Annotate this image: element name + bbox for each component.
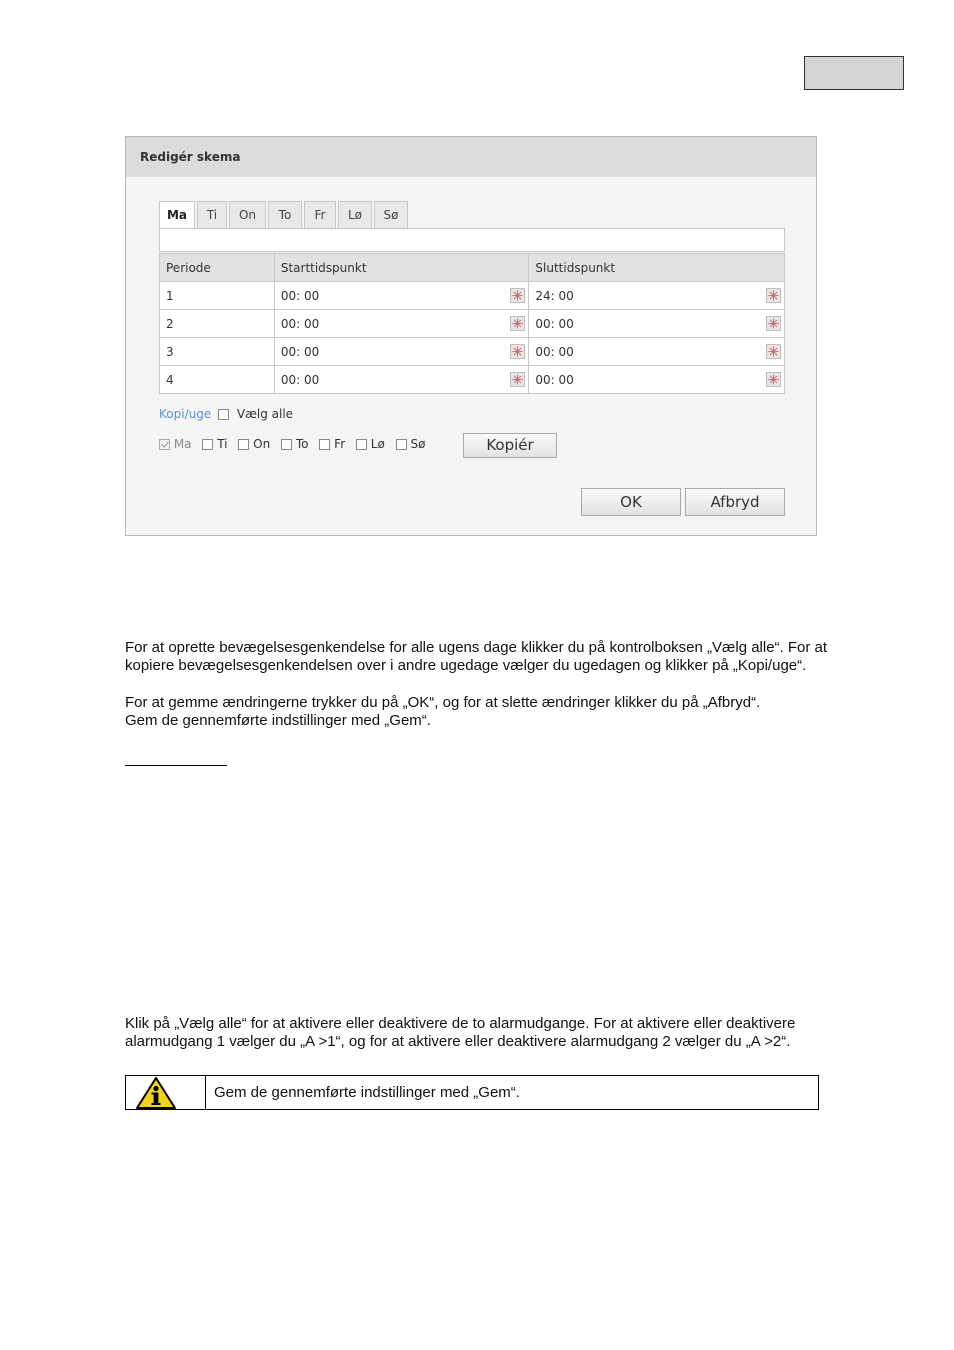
clock-icon[interactable] <box>766 372 781 387</box>
text-line: For at oprette bevægelsesgenkendelse for alle ugens dage klikker du på kontrolboksen „Vælg alle“. For at <box>125 639 828 656</box>
day-checkbox-fr[interactable] <box>319 439 330 450</box>
heading-underline <box>125 765 227 766</box>
clock-icon[interactable] <box>766 288 781 303</box>
schedule-table <box>159 253 785 394</box>
cancel-button[interactable]: Afbryd <box>685 488 785 516</box>
text-line: Gem de gennemførte indstillinger med „Gem“. <box>125 712 431 729</box>
day-label: Lø <box>370 437 385 451</box>
tab-panel <box>159 228 785 252</box>
start-time-field[interactable] <box>274 338 529 366</box>
info-note-text: Gem de gennemførte indstillinger med „Gem“. <box>214 1084 520 1101</box>
period-cell: 3 <box>160 338 275 366</box>
clock-icon[interactable] <box>766 344 781 359</box>
copy-week-link[interactable]: Kopi/uge <box>159 407 212 421</box>
day-label: To <box>295 437 309 451</box>
tab-fr[interactable]: Fr <box>304 201 336 228</box>
end-time-value: 24: 00 <box>535 288 574 303</box>
day-checkbox-ma[interactable] <box>159 439 170 450</box>
paragraph-alarm-outputs <box>125 1015 795 1051</box>
clock-icon[interactable] <box>510 288 525 303</box>
period-cell: 1 <box>160 282 275 310</box>
day-checkbox-lo[interactable] <box>356 439 367 450</box>
edit-schedule-dialog <box>125 136 817 536</box>
start-time-field[interactable] <box>274 366 529 394</box>
header-gray-box <box>804 56 904 90</box>
text-line: alarmudgang 1 vælger du „A >1“, og for at aktivere eller deaktivere alarmudgang 2 vælger du „A >2“. <box>125 1033 791 1050</box>
copy-days-row <box>159 437 432 451</box>
table-row <box>160 366 785 394</box>
day-item-ma <box>159 437 192 451</box>
end-time-field[interactable] <box>529 282 785 310</box>
ok-button[interactable]: OK <box>581 488 681 516</box>
info-note-box <box>125 1075 819 1110</box>
copy-button[interactable]: Kopiér <box>463 433 557 458</box>
text-line: Klik på „Vælg alle“ for at aktivere eller deaktivere de to alarmudgange. For at aktivere eller deaktivere <box>125 1015 796 1032</box>
dialog-title: Redigér skema <box>126 137 816 177</box>
day-item-fr <box>319 437 345 451</box>
end-time-field[interactable] <box>529 366 785 394</box>
period-cell: 4 <box>160 366 275 394</box>
day-label: On <box>253 437 271 451</box>
period-cell: 2 <box>160 310 275 338</box>
start-time-value: 00: 00 <box>280 288 320 303</box>
paragraph-select-all <box>125 639 827 675</box>
header-end-time: Sluttidspunkt <box>529 254 785 282</box>
table-header-row <box>160 254 785 282</box>
clock-icon[interactable] <box>766 316 781 331</box>
copy-week-row <box>159 407 293 421</box>
tab-lo[interactable]: Lø <box>338 201 372 228</box>
day-item-ti <box>202 437 227 451</box>
warning-info-icon <box>135 1076 177 1109</box>
day-label: Ma <box>173 437 192 451</box>
day-checkbox-so[interactable] <box>396 439 407 450</box>
start-time-field[interactable] <box>274 282 529 310</box>
day-label: Sø <box>410 437 426 451</box>
tab-ti[interactable]: Ti <box>197 201 227 228</box>
day-checkbox-ti[interactable] <box>202 439 213 450</box>
header-start-time: Starttidspunkt <box>274 254 529 282</box>
start-time-field[interactable] <box>274 310 529 338</box>
select-all-label: Vælg alle <box>236 407 294 421</box>
start-time-value: 00: 00 <box>280 372 320 387</box>
end-time-value: 00: 00 <box>535 372 574 387</box>
info-icon-cell <box>126 1076 206 1109</box>
day-item-on <box>238 437 270 451</box>
tab-to[interactable]: To <box>268 201 302 228</box>
day-label: Fr <box>334 437 346 451</box>
tab-ma[interactable]: Ma <box>159 201 195 229</box>
clock-icon[interactable] <box>510 316 525 331</box>
tab-on[interactable]: On <box>229 201 266 228</box>
header-period: Periode <box>160 254 275 282</box>
day-checkbox-to[interactable] <box>281 439 292 450</box>
end-time-field[interactable] <box>529 310 785 338</box>
end-time-value: 00: 00 <box>535 316 574 331</box>
day-item-lo <box>356 437 385 451</box>
day-checkbox-on[interactable] <box>238 439 249 450</box>
clock-icon[interactable] <box>510 344 525 359</box>
day-item-to <box>281 437 308 451</box>
table-row <box>160 310 785 338</box>
day-item-so <box>396 437 426 451</box>
table-row <box>160 338 785 366</box>
text-line: For at gemme ændringerne trykker du på „OK“, og for at slette ændringer klikker du på „Afbryd“. <box>125 694 761 711</box>
text-line: kopiere bevægelsesgenkendelsen over i andre ugedage vælger du ugedagen og klikker på „Kopi/uge“. <box>125 657 807 674</box>
day-label: Ti <box>217 437 228 451</box>
tab-so[interactable]: Sø <box>374 201 408 228</box>
paragraph-ok-cancel <box>125 694 760 730</box>
select-all-checkbox[interactable] <box>218 409 229 420</box>
start-time-value: 00: 00 <box>280 316 320 331</box>
clock-icon[interactable] <box>510 372 525 387</box>
end-time-value: 00: 00 <box>535 344 574 359</box>
table-row <box>160 282 785 310</box>
start-time-value: 00: 00 <box>280 344 320 359</box>
end-time-field[interactable] <box>529 338 785 366</box>
